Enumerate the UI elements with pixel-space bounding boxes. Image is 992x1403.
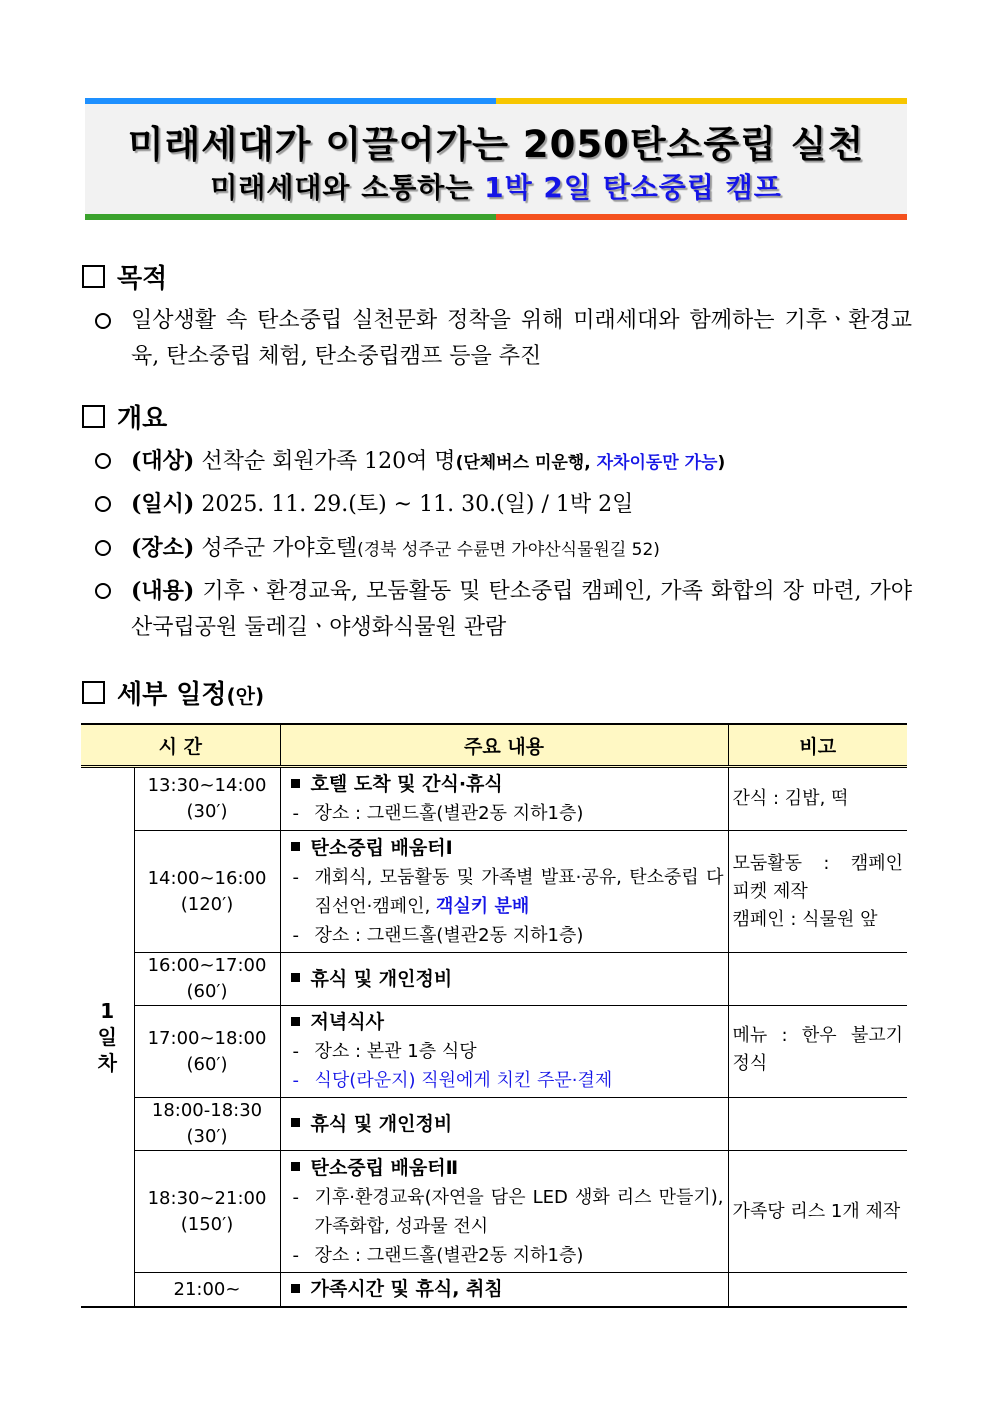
time-cell: 16:00~17:00 (60′) [134,953,280,1006]
content-cell: 가족시간 및 휴식, 취침 [280,1273,728,1308]
circle-bullet-icon [95,313,111,329]
note-cell: 가족당 리스 1개 제작 [728,1151,907,1273]
note-cell [728,1273,907,1308]
overview-content: (내용) 기후ㆍ환경교육, 모둠활동 및 탄소중립 캠페인, 가족 화합의 장 마련, 가야산국립공원 둘레길ㆍ야생화식물원 관람 [95,573,912,645]
time-cell: 17:00~18:00 (60′) [134,1006,280,1098]
section-heading-purpose: 목적 [82,258,167,295]
time-cell: 14:00~16:00 (120′) [134,831,280,953]
circle-bullet-icon [95,496,111,512]
column-header-note: 비고 [728,724,907,767]
square-bullet-icon [82,405,105,428]
title-bar-bottom-green [85,214,496,220]
column-header-time: 시 간 [81,724,280,767]
content-cell: 휴식 및 개인정비 [280,953,728,1006]
square-bullet-icon [82,265,105,288]
time-cell: 13:30~14:00 (30′) [134,767,280,831]
square-bullet-icon [291,1162,300,1171]
column-header-content: 주요 내용 [280,724,728,767]
overview-date: (일시) 2025. 11. 29.(토) ~ 11. 30.(일) / 1박 2일 [95,486,912,522]
time-cell: 18:30~21:00 (150′) [134,1151,280,1273]
content-cell: 저녁식사 - 장소 : 본관 1층 식당 - 식당(라운지) 직원에게 치킨 주문·결제 [280,1006,728,1098]
title-bar-top-yellow [496,98,907,104]
content-cell: 탄소중립 배움터Ⅰ - 개회식, 모둠활동 및 가족별 발표·공유, 탄소중립 다짐선언·캠페인, 객실키 분배 - 장소 : 그랜드홀(별관2동 지하1층) [280,831,728,953]
table-row [81,1098,907,1151]
table-row [81,953,907,1006]
square-bullet-icon [291,1017,300,1026]
time-cell: 21:00~ [134,1273,280,1308]
purpose-item [95,303,912,375]
square-bullet-icon [291,1118,300,1127]
note-cell [728,1098,907,1151]
table-header-row [81,724,907,767]
square-bullet-icon [291,779,300,788]
subtitle-highlight: 1박 2일 탄소중립 캠프 [484,171,782,204]
table-row [81,1273,907,1308]
overview-target: (대상) 선착순 회원가족 120여 명(단체버스 미운행, 자차이동만 가능) [95,443,912,479]
schedule-table [81,723,907,1308]
page-subtitle: 미래세대와 소통하는 1박 2일 탄소중립 캠프 [210,171,782,204]
title-bar-top-blue [85,98,496,104]
day-label: 1 일 차 [81,767,134,1308]
title-bar-bottom-orange [496,214,907,220]
page-title: 미래세대가 이끌어가는 2050탄소중립 실천 [127,123,865,166]
note-cell: 메뉴 : 한우 불고기 정식 [728,1006,907,1098]
title-box [85,98,907,220]
note-cell [728,953,907,1006]
table-row [81,767,907,831]
content-cell: 휴식 및 개인정비 [280,1098,728,1151]
table-row [81,1006,907,1098]
square-bullet-icon [291,842,300,851]
square-bullet-icon [291,1284,300,1293]
circle-bullet-icon [95,583,111,599]
section-heading-schedule: 세부 일정(안) [82,674,264,711]
section-heading-overview: 개요 [82,398,167,435]
time-cell: 18:00-18:30 (30′) [134,1098,280,1151]
overview-place: (장소) 성주군 가야호텔(경북 성주군 수륜면 가야산식물원길 52) [95,530,912,566]
purpose-text: 일상생활 속 탄소중립 실천문화 정착을 위해 미래세대와 함께하는 기후ㆍ환경교육, 탄소중립 체험, 탄소중립캠프 등을 추진 [131,308,912,369]
square-bullet-icon [291,973,300,982]
circle-bullet-icon [95,453,111,469]
circle-bullet-icon [95,540,111,556]
note-cell: 모둠활동 : 캠페인 피켓 제작 캠페인 : 식물원 앞 [728,831,907,953]
note-cell: 간식 : 김밥, 떡 [728,767,907,831]
table-row [81,831,907,953]
square-bullet-icon [82,681,105,704]
table-row [81,1151,907,1273]
content-cell: 호텔 도착 및 간식·휴식 - 장소 : 그랜드홀(별관2동 지하1층) [280,767,728,831]
content-cell: 탄소중립 배움터Ⅱ - 기후·환경교육(자연을 담은 LED 생화 리스 만들기), 가족화합, 성과물 전시 - 장소 : 그랜드홀(별관2동 지하1층) [280,1151,728,1273]
